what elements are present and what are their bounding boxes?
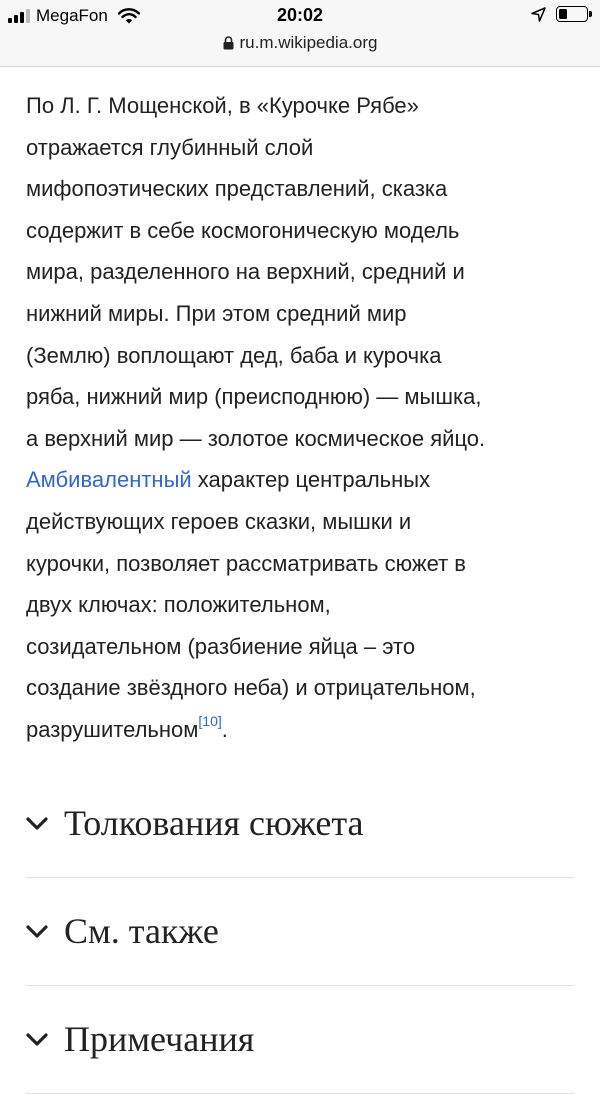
paragraph-line: а верхний мир — золотое космическое яйцо.	[26, 425, 486, 451]
paragraph-line	[26, 459, 578, 501]
ambivalent-link[interactable]: Амбивалентный	[26, 467, 192, 493]
reference-link[interactable]: [10]	[198, 712, 222, 729]
section-heading: Толкования сюжета	[64, 803, 364, 843]
status-right	[531, 6, 588, 22]
paragraph-line: мифопоэтических представлений, сказка	[26, 176, 448, 202]
paragraph-line: ряба, нижний мир (преисподнюю) — мышка,	[26, 384, 482, 410]
paragraph-line: курочки, позволяет рассматривать сюжет в	[26, 550, 466, 576]
clock: 20:02	[276, 5, 324, 25]
location-arrow-icon	[531, 7, 546, 22]
paragraph-line: нижний миры. При этом средний мир	[26, 300, 407, 326]
paragraph-line: отражается глубинный слой	[26, 134, 314, 160]
section-interpretations[interactable]	[26, 769, 574, 878]
status-bar	[0, 0, 600, 67]
section-heading: См. также	[64, 911, 219, 951]
paragraph-line: действующих героев сказки, мышки и	[26, 508, 412, 534]
chevron-down-icon	[26, 925, 48, 938]
chevron-down-icon	[26, 1033, 48, 1046]
paragraph-text: .	[221, 716, 228, 742]
section-heading: Примечания	[64, 1019, 255, 1059]
paragraph-line: создание звёздного неба) и отрицательном,	[26, 675, 476, 701]
battery-level	[559, 9, 567, 19]
chevron-down-icon	[26, 817, 48, 830]
paragraph-line	[26, 709, 578, 751]
section-notes[interactable]	[26, 985, 574, 1094]
article-paragraph	[26, 85, 578, 751]
section-see-also[interactable]	[26, 877, 574, 986]
paragraph-line: содержит в себе космогоническую модель	[26, 217, 460, 243]
paragraph-text: разрушительном	[26, 716, 199, 742]
carrier-name: MegaFon	[36, 6, 108, 25]
paragraph-line: мира, разделенного на верхний, средний и	[26, 259, 465, 285]
url-text: ru.m.wikipedia.org	[239, 33, 378, 52]
battery-icon	[556, 6, 588, 22]
paragraph-line: двух ключах: положительном,	[26, 592, 331, 618]
paragraph-line: (Землю) воплощают дед, баба и курочка	[26, 342, 442, 368]
paragraph-text: характер центральных	[191, 467, 431, 493]
paragraph-line: созидательном (разбиение яйца – это	[26, 633, 416, 659]
address-bar[interactable]	[0, 33, 600, 53]
paragraph-line: По Л. Г. Мощенской, в «Курочке Рябе»	[26, 93, 419, 118]
lock-icon	[223, 36, 234, 50]
